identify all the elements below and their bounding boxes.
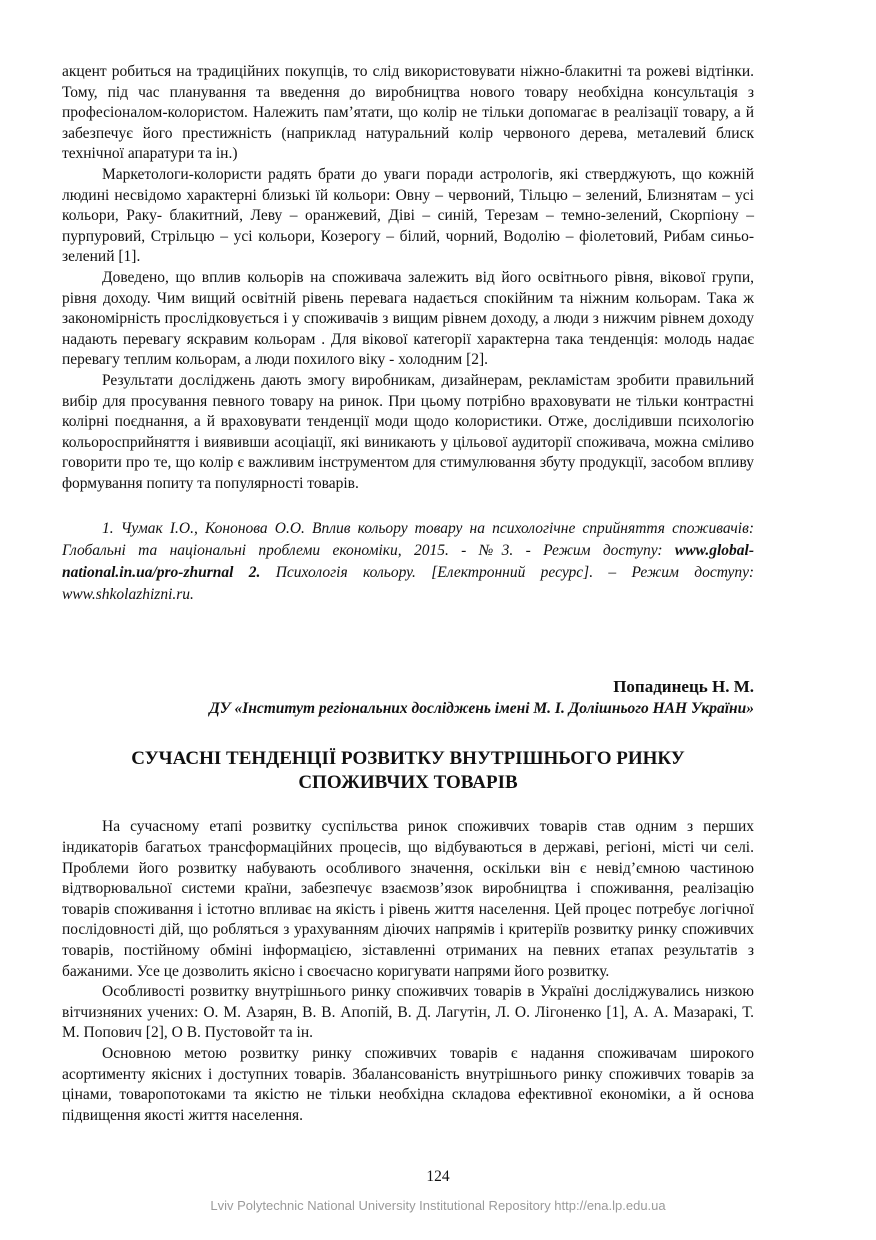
paragraph-body-3: Основною метою розвитку ринку споживчих товарів є надання споживачам широкого асортименту якісних і доступних товарів. Збалансованість внутрішнього ринку споживчих товарів за цінами, товаропотоками та якістю не тільки необхідна складова ефективної економіки, а й основа підвищення якості життя населення. [62, 1045, 754, 1124]
paragraph-body-1: На сучасному етапі розвитку суспільства ринок споживчих товарів став одним з перших індикаторів багатьох трансформаційних процесів, що відбуваються в державі, регіоні, місті чи селі. Проблеми його розвитку набувають особливого значення, оскільки він є невід’ємною частиною відтворювальної системи країни, забезпечує взаємозв’язок виробництва і споживання, реалізацію товарів споживання і істотно впливає на якість і рівень життя населення. Цей процес потребує логічної послідовності дій, що робляться з урахуванням діючих напрямів і критеріїв розвитку ринку споживчих товарів, постійному обміні інформацією, зіставленні отриманих на певних етапах результатів з бажаними. Усе це дозволить якісно і своєчасно коригувати напрями його розвитку. [62, 818, 754, 980]
paragraph-top-1: акцент робиться на традиційних покупців, то слід використовувати ніжно-блакитні та рожеві відтінки. Тому, під час планування та введення до виробництва нового товару необхідна консультація з професіоналом-колористом. Належить пам’ятати, що колір не тільки допомагає в реалізації товару, а й забезпечує його престижність (наприклад натуральний колір червоного дерева, металевий блиск технічної апаратури та ін.) [62, 63, 754, 163]
repository-footer: Lviv Polytechnic National University Institutional Repository http://ena.lp.edu.ua [210, 1198, 666, 1213]
paragraph-top-2: Маркетологи-колористи радять брати до уваги поради астрологів, які стверджують, що кожній людині несвідомо характерні близькі їй кольори: Овну – червоний, Тільцю – зелений, Близнятам – усі кольори, Раку- блакитний, Леву – оранжевий, Діві – синій, Терезам – темно-зелений, Скорпіону – пурпуровий, Стрільцю – усі кольори, Козерогу – білий, чорний, Водолію – фіолетовий, Рибам синьо-зелений [1]. [62, 165, 754, 266]
paragraph-top-3: Доведено, що вплив кольорів на споживача залежить від його освітнього рівня, вікової групи, рівня доходу. Чим вищий освітній рівень перевага надається спокійним та ніжним кольорам. Така ж закономірність прослідковується і у споживачів з вищим рівнем доходу, а люди з нижчим рівнем доходу надають перевагу яскравим кольорам . Для вікової категорії характерна така тенденція: молодь надає перевагу теплим кольорам, а люди похилого віку - холодним [2]. [62, 268, 754, 369]
paragraph-top-4: Результати досліджень дають змогу виробникам, дизайнерам, рекламістам зробити правильний вибір для просування певного товару на ринок. При цьому потрібно враховувати не тільки контрастні колірні поєднання, а й враховувати тенденції моди щодо колористики. Отже, дослідивши психологію кольоросприйняття і виявивши асоціації, які виникають у цільової аудиторії споживача, можна сміливо говорити про те, що колір є важливим інструментом для стимулювання збуту продукції, засобом впливу формування попиту та популярності товарів. [62, 371, 754, 492]
reference-1-url[interactable]: www.global-national.in.ua/pro-zhurnal [62, 542, 754, 582]
reference-2-text: Психологія кольору. [Електронний ресурс]. – Режим доступу: www.shkolazhizni.ru. [62, 564, 755, 604]
article-title-line-2: СПОЖИВЧИХ ТОВАРІВ [298, 772, 518, 794]
paragraph-body-2: Особливості розвитку внутрішнього ринку споживчих товарів в Україні досліджувались низкою вітчизняних учених: О. М. Азарян, В. В. Апопій, В. Д. Лагутін, Л. О. Лігоненко [1], А. А. Мазаракі, Т. М. Попович [2], О В. Пустовойт та ін. [62, 983, 754, 1042]
reference-1-text: 1. Чумак І.О., Кононова О.О. Вплив кольору товару на психологічне сприйняття споживачів: Глобальні та національні проблеми економіки, 2015. - №3. - Режим доступу: [62, 520, 754, 560]
references [62, 518, 754, 606]
page-content [62, 62, 754, 1126]
article-title [62, 747, 754, 795]
author-affiliation: ДУ «Інститут регіональних досліджень імені М. І. Долішнього НАН України» [209, 700, 754, 718]
author-name: Попадинець Н. М. [613, 677, 754, 697]
reference-2-number: 2. [233, 564, 261, 582]
page-number: 124 [426, 1168, 450, 1185]
article-body [62, 817, 754, 1126]
article-title-line-1: СУЧАСНІ ТЕНДЕНЦІЇ РОЗВИТКУ ВНУТРІШНЬОГО РИНКУ [131, 748, 685, 770]
